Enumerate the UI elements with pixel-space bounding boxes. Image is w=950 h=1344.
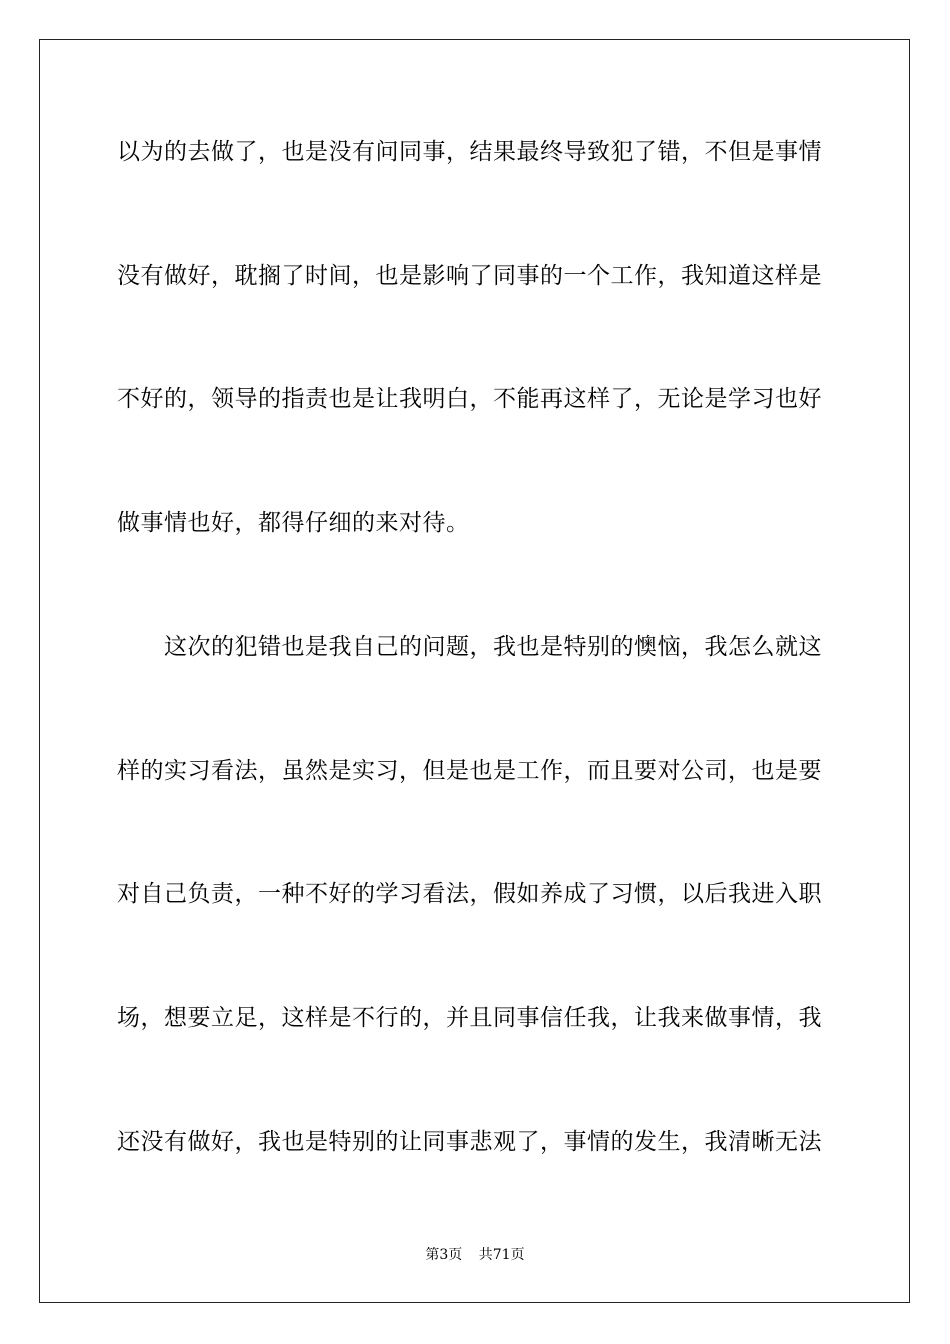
text-line: 没有做好，耽搁了时间，也是影响了同事的一个工作，我知道这样是: [117, 263, 822, 289]
page-footer: [0, 1246, 950, 1264]
page-number: 第3页: [425, 1247, 463, 1263]
text-line: 以为的去做了，也是没有问同事，结果最终导致犯了错，不但是事情: [117, 139, 822, 165]
text-line: 做事情也好，都得仔细的来对待。: [117, 510, 470, 536]
text-line: 对自己负责，一种不好的学习看法，假如养成了习惯，以后我进入职: [117, 881, 822, 907]
text-line: 场，想要立足，这样是不行的，并且同事信任我，让我来做事情，我: [117, 1005, 822, 1031]
text-line: 不好的，领导的指责也是让我明白，不能再这样了，无论是学习也好: [117, 386, 822, 412]
text-line: 还没有做好，我也是特别的让同事悲观了，事情的发生，我清晰无法: [117, 1129, 822, 1155]
text-line: 样的实习看法，虽然是实习，但是也是工作，而且要对公司，也是要: [117, 758, 822, 784]
paragraph-first-line: 这次的犯错也是我自己的问题，我也是特别的懊恼，我怎么就这: [164, 634, 822, 660]
page-border: [39, 39, 910, 1303]
page-total: 共71页: [478, 1247, 525, 1263]
